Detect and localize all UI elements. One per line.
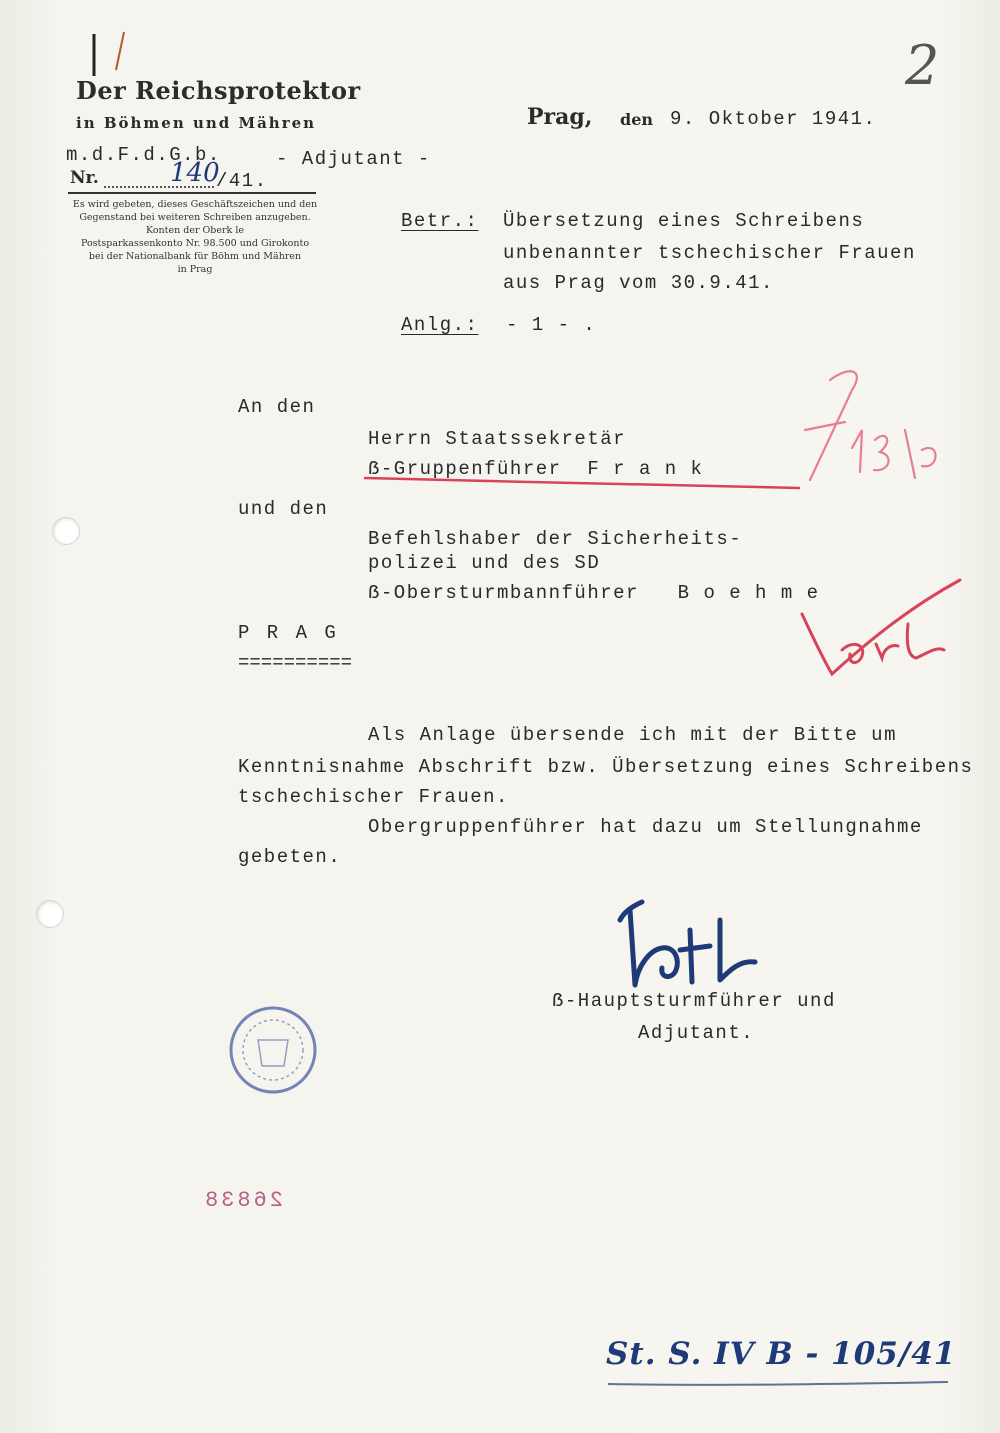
- office-seal-stamp: [218, 1000, 328, 1100]
- subject-line-1: Übersetzung eines Schreibens: [503, 210, 865, 232]
- attachment-value: - 1 - .: [506, 314, 597, 336]
- handwritten-signature: [580, 890, 790, 1000]
- date: 9. Oktober 1941.: [670, 108, 877, 130]
- signature-title-line-1: ẞ-Hauptsturmführer und: [552, 990, 836, 1012]
- signature-title-line-2: Adjutant.: [638, 1022, 755, 1044]
- stamp-number: 26838: [202, 1188, 284, 1213]
- place: Prag,: [527, 104, 593, 130]
- recipient-1-line-1: Herrn Staatssekretär: [368, 428, 627, 450]
- page-number: 2: [905, 34, 940, 97]
- nr-value-handwritten: 140: [170, 158, 220, 188]
- red-vorl-mark: [796, 574, 966, 694]
- letterhead-subtitle: in Böhmen und Mähren: [76, 114, 317, 132]
- recipient-und-den: und den: [238, 498, 329, 520]
- body-paragraph-1-line-3: tschechischer Frauen.: [238, 786, 509, 808]
- red-underline: [360, 470, 810, 494]
- body-paragraph-1-line-2: Kenntnisnahme Abschrift bzw. Übersetzung eines Schreibens: [238, 756, 974, 778]
- recipient-2-line-1: Befehlshaber der Sicherheits-: [368, 528, 743, 550]
- body-paragraph-1-line-1: Als Anlage übersende ich mit der Bitte um: [368, 724, 897, 746]
- notice-line: in Prag: [177, 264, 213, 275]
- recipient-city: P R A G: [238, 622, 339, 644]
- body-paragraph-2-line-2: gebeten.: [238, 846, 342, 868]
- notice-line: Postsparkassenkonto Nr. 98.500 und Girokonto: [80, 238, 310, 249]
- margin-pencil-marks: [86, 30, 136, 80]
- notice-line: bei der Nationalbank für Böhm und Mähren: [88, 251, 302, 262]
- recipient-an-den: An den: [238, 396, 316, 418]
- red-initials-mark: [790, 360, 950, 490]
- letterhead-title: Der Reichsprotektor: [76, 76, 361, 105]
- recipient-city-rule: ==========: [238, 652, 353, 674]
- letterhead-notice: [70, 198, 320, 276]
- nr-label: Nr.: [70, 168, 99, 188]
- date-den: den: [620, 110, 653, 129]
- recipient-1-line-2: ẞ-Gruppenführer F r a n k: [368, 458, 704, 480]
- notice-line: Konten der Oberk le: [146, 225, 244, 236]
- nr-suffix: /41.: [216, 170, 268, 192]
- reference-code: m.d.F.d.G.b.: [66, 144, 221, 166]
- punch-hole-bottom: [36, 900, 64, 928]
- body-paragraph-2-line-1: Obergruppenführer hat dazu um Stellungnahme: [368, 816, 923, 838]
- attachment-label: Anlg.:: [401, 314, 479, 336]
- punch-hole-top: [52, 517, 80, 545]
- subject-line-2: unbenannter tschechischer Frauen: [503, 242, 916, 264]
- subject-line-3: aus Prag vom 30.9.41.: [503, 272, 774, 294]
- file-reference-underline: [604, 1378, 954, 1392]
- file-reference-stamp: St. S. IV B - 105/41: [606, 1336, 957, 1372]
- subject-label: Betr.:: [401, 210, 479, 232]
- department-label: - Adjutant -: [276, 148, 431, 170]
- notice-line: Gegenstand bei weiteren Schreiben anzugeben.: [79, 212, 311, 223]
- recipient-2-line-2: polizei und des SD: [368, 552, 601, 574]
- letterhead-rule: [68, 192, 316, 194]
- notice-line: Es wird gebeten, dieses Geschäftszeichen und den: [72, 199, 318, 210]
- recipient-2-line-3: ẞ-Obersturmbannführer B o e h m e: [368, 582, 820, 604]
